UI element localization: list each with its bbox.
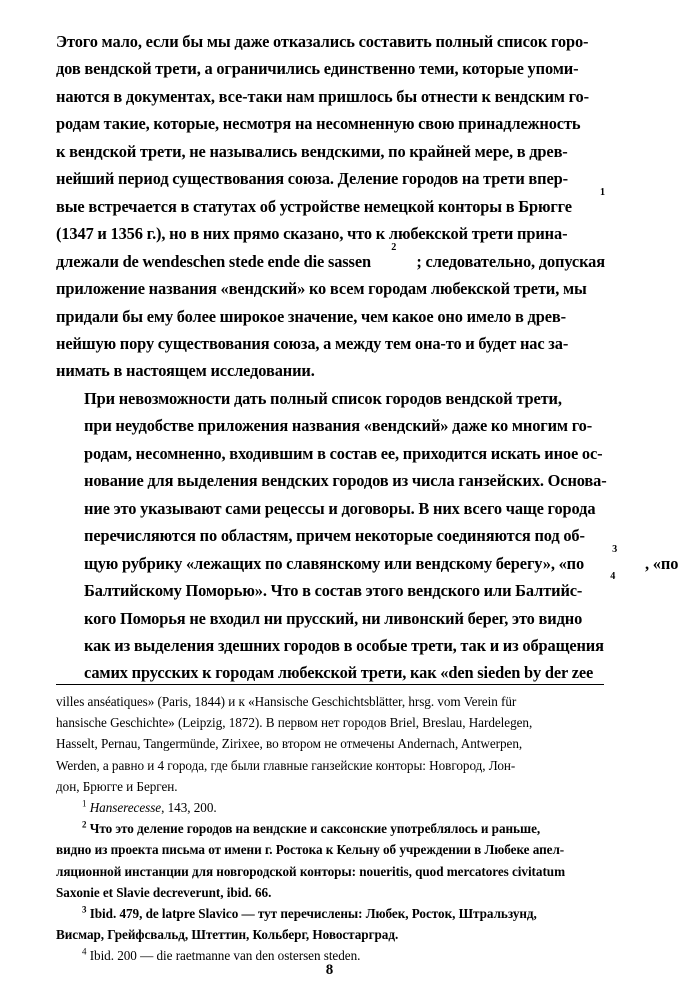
text-line: дон, Брюгге и Берген. [56,778,178,794]
text-line: Werden, а равно и 4 города, где были главные ганзейские конторы: Новгород, Лон- [56,757,516,773]
text-line: как из выделения здешних городов в особые трети, так и из обращения [84,635,604,655]
body-paragraph-1 [56,28,605,385]
text-line: (1347 и 1356 г.), но в них прямо сказано, что к любекской трети прина- [56,224,568,244]
text-line: $^3$ Ibid. 479, de latpre Slavico — тут перечислены: Любек, Росток, Штральзунд, [82,904,537,922]
footnote-3 [56,903,605,945]
text-line: Балтийскому Поморью». Что в состав этого вендского или Балтийс- 4 [56,577,605,604]
footnote-marker-2: 2 [391,241,397,253]
text-line: При невозможности дать полный список городов вендской трети, [84,388,562,408]
text-line: ляционной инстанции для новгородской конторы: noueritis, quod mercatores civitatum [56,863,566,879]
text-line: Висмар, Грейфсвальд, Штеттин, Кольберг, Новостарград. [56,927,399,943]
body-paragraph-2 [56,385,678,687]
footnote-marker-4: 4 [610,571,616,583]
text-line: наются в документах, все-таки нам пришлось бы отнести к вендским го- [56,86,589,106]
body-text-column [56,28,678,687]
footnote-marker-1: 1 [600,186,605,198]
text-line: $^2$ Что это деление городов на вендские и саксонские употреблялось и раньше, [82,819,541,837]
footnote-1-title: Hanserecesse [89,800,162,816]
text-line: родам такие, которые, несмотря на несомненную свою принадлежность [56,114,581,134]
footnote-2 [56,818,605,903]
footnote-block [56,691,605,967]
text-line: видно из проекта письма от имени г. Ростока к Кельну об учреждении в Любеке апел- [56,842,565,858]
text-line: кого Поморья не входил ни прусский, ни ливонский берег, это видно [84,608,583,628]
footnote-separator-rule [56,684,604,685]
text-line: ние это указывают сами рецессы и договоры. В них всего чаще города [84,498,596,518]
footnote-number-2: 2 [82,819,87,830]
footnote-1 [56,797,605,818]
text-line: Hasselt, Pernau, Tangermünde, Zirixee, во втором не отмечены Andernach, Antwerpen, [56,736,523,752]
text-line: при неудобстве приложения названия «вендский» даже ко многим го- [84,416,593,436]
text-line: к вендской трети, не назывались вендскими, по крайней мере, в древ- [56,141,568,161]
footnote-continuation [56,691,605,797]
text-line: нейший период существования союза. Деление городов на трети впер- [56,169,568,189]
text-line: villes anséatiques» (Paris, 1844) и к «Hansische Geschichtsblätter, hrsg. vom Verein für [56,694,517,709]
text-line: родам, несомненно, входившим в состав ее, приходится искать иное ос- [84,443,603,463]
footnote-number-4: 4 [82,947,87,958]
text-line: дов вендской трети, а ограничились единственно теми, которые упоми- [56,59,579,79]
text-line: hansische Geschichte» (Leipzig, 1872). В первом нет городов Briel, Breslau, Hardelegen, [56,715,533,731]
footnote-number-3: 3 [82,904,87,915]
page-number: 8 [325,962,334,978]
footnote-number-1: 1 [82,798,87,809]
text-line: вые встречается в статутах об устройстве немецкой конторы в Брюгге 1 [56,193,605,220]
text-line: нование для выделения вендских городов из числа ганзейских. Основа- [84,471,607,491]
text-line: нимать в настоящем исследовании. [56,361,315,381]
text-line: придали бы ему более широкое значение, чем какое оно имело в древ- [56,306,566,326]
text-line: перечисляются по областям, причем некоторые соединяются под об- [84,526,585,546]
footnote-1-rest: , 143, 200. [161,800,217,816]
text-line: Saxonie et Slavie decreverunt, ibid. 66. [56,884,272,900]
footnote-4-text: Ibid. 200 — die raetmanne van den ostersen steden. [89,948,361,964]
text-line: длежали de wendeschen stede ende die sassen 2 ; следовательно, допуская [56,248,605,275]
text-line: самих прусских к городам любекской трети, как «den sieden by der zee [84,663,594,683]
text-line: щую рубрику «лежащих по славянскому или вендскому берегу», «по 3 , «по [56,550,605,577]
text-line: приложение названия «вендский» ко всем городам любекской трети, мы [56,279,587,299]
text-line: нейшую пору существования союза, а между тем она-то и будет нас за- [56,333,569,353]
footnote-marker-3: 3 [612,543,618,555]
text-line: Этого мало, если бы мы даже отказались составить полный список горо- [56,32,589,51]
